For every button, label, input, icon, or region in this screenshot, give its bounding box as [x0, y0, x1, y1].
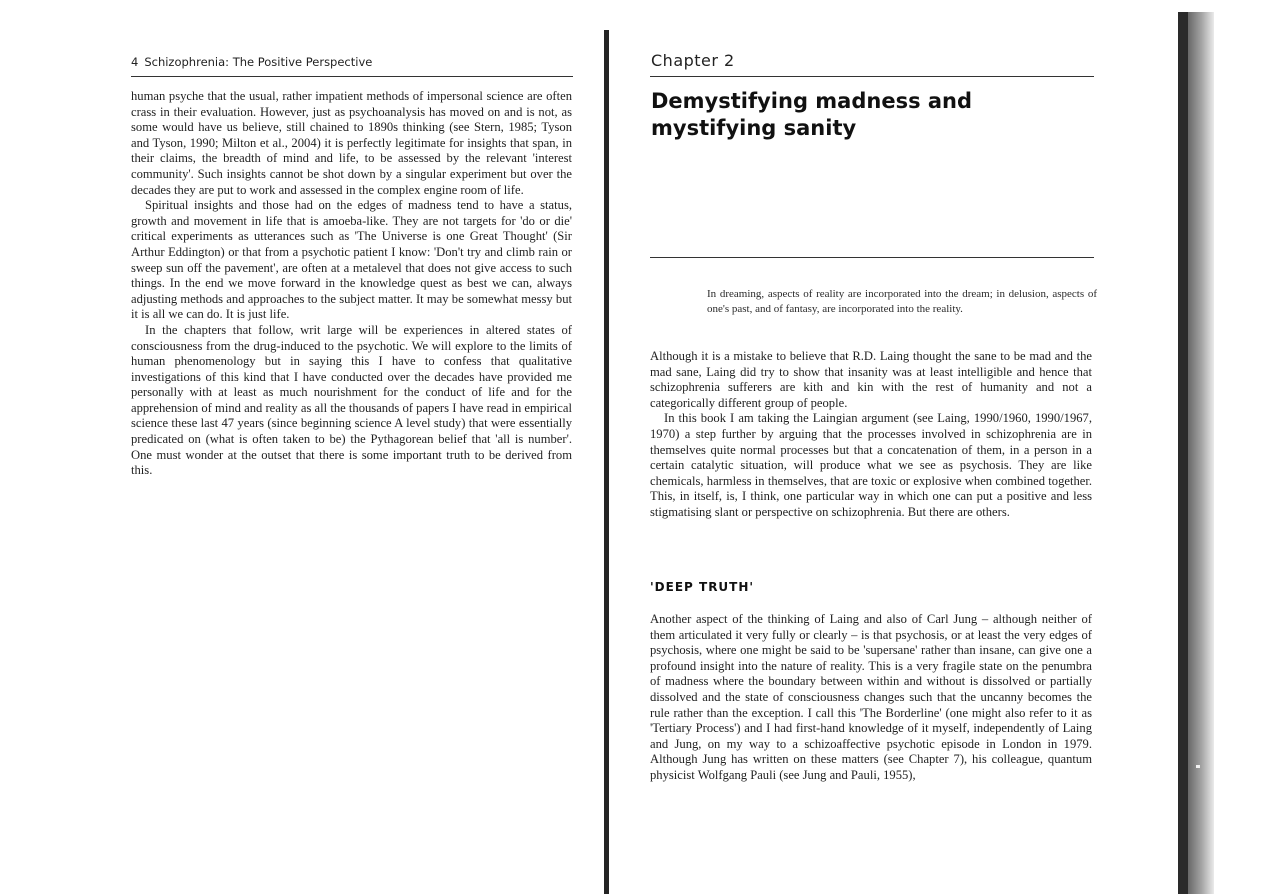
running-head-title: Schizophrenia: The Positive Perspective	[144, 55, 373, 69]
right-body-text	[650, 349, 1092, 521]
page-number: 4	[131, 55, 139, 69]
title-bottom-rule	[650, 257, 1094, 258]
section-heading: 'DEEP TRUTH'	[650, 580, 755, 594]
chapter-title: Demystifying madness and mystifying sanity	[651, 89, 973, 140]
paragraph: In this book I am taking the Laingian argument (see Laing, 1990/1960, 1990/1967, 1970) a step further by arguing that the processes involved in schizophrenia are in themselves quite normal processes but that a concatenation of them, in a person in a certain catalytic situation, will produce what we see as psychosis. They are like chemicals, harmless in themselves, that are toxic or explosive when combined together. This, in itself, is, I think, one particular way in which one can put a positive and less stigmatising slant or perspective on schizophrenia. But there are others.	[650, 411, 1092, 519]
epigraph: In dreaming, aspects of reality are incorporated into the dream; in delusion, aspects of one's past, and of fantasy, are incorporated into the reality.	[707, 288, 1097, 315]
scan-edge-shadow	[1178, 12, 1214, 894]
chapter-label: Chapter 2	[651, 51, 735, 70]
paragraph: human psyche that the usual, rather impatient methods of impersonal science are often crass in their evaluation. However, just as psychoanalysis has moved on and is not, as some would have us believe, still chained to 1890s thinking (see Stern, 1985; Tyson and Tyson, 1990; Milton et al., 2004) it is perfectly legitimate for insights that span, in their claims, the breadth of mind and life, to be assessed by the relevant 'interest community'. Such insights cannot be shot down by a singular experiment but over the decades they are put to work and assessed in the complex engine room of life.	[131, 89, 572, 197]
section-body-text	[650, 612, 1092, 784]
book-gutter	[604, 30, 609, 894]
header-rule	[131, 76, 573, 77]
paragraph: Spiritual insights and those had on the edges of madness tend to have a status, growth and movement in life that is amoeba-like. They are not targets for 'do or die' critical experiments as utterances such as 'The Universe is one Great Thought' (Sir Arthur Eddington) or that from a psychotic patient I know: 'Don't try and climb rain or sweep sun off the pavement', are often at a metalevel that does not give access to such things. In the end we move forward in the knowledge quest as best we can, always adjusting methods and approaches to the subject matter. It may be somewhat messy but it is all we can do. It is just life.	[131, 198, 572, 322]
right-page	[612, 0, 1262, 894]
scan-speck	[1196, 765, 1200, 768]
left-body-text	[131, 89, 572, 479]
paragraph: Another aspect of the thinking of Laing and also of Carl Jung – although neither of them articulated it very fully or clearly – is that psychosis, or at least the very edges of psychosis, where one might be said to be 'supersane' rather than insane, can give one a profound insight into the nature of reality. This is a very fragile state on the penumbra of madness where the boundary between within and without is dissolved or partially dissolved and the state of consciousness changes such that the uncanny becomes the rule rather than the exception. I call this 'The Borderline' (one might also refer to it as 'Tertiary Process') and I had first-hand knowledge of it myself, independently of Laing and Jung, on my way to a schizoaffective psychotic episode in London in 1979. Although Jung has written on these matters (see Chapter 7), his colleague, quantum physicist Wolfgang Pauli (see Jung and Pauli, 1955),	[650, 612, 1092, 782]
paragraph: Although it is a mistake to believe that R.D. Laing thought the sane to be mad and the mad sane, Laing did try to show that insanity was at least intelligible and hence that schizophrenia sufferers are kith and kin with the rest of humanity and not a categorically different group of people.	[650, 349, 1092, 410]
running-head	[131, 55, 372, 69]
left-page	[0, 0, 605, 894]
paragraph: In the chapters that follow, writ large will be experiences in altered states of consciousness from the drug-induced to the psychotic. We will explore to the limits of human phenomenology but in saying this I have to confess that qualitative investigations of this kind that I have conducted over the decades have provided me personally with at least as much nourishment for the conduct of life and for the apprehension of mind and reality as all the thousands of papers I have read in empirical science these last 47 years (since beginning science A level study) that were essentially predicated on (what is often taken to be) the Pythagorean belief that 'all is number'. One must wonder at the outset that there is some important truth to be derived from this.	[131, 322, 572, 478]
chapter-rule	[650, 76, 1094, 77]
